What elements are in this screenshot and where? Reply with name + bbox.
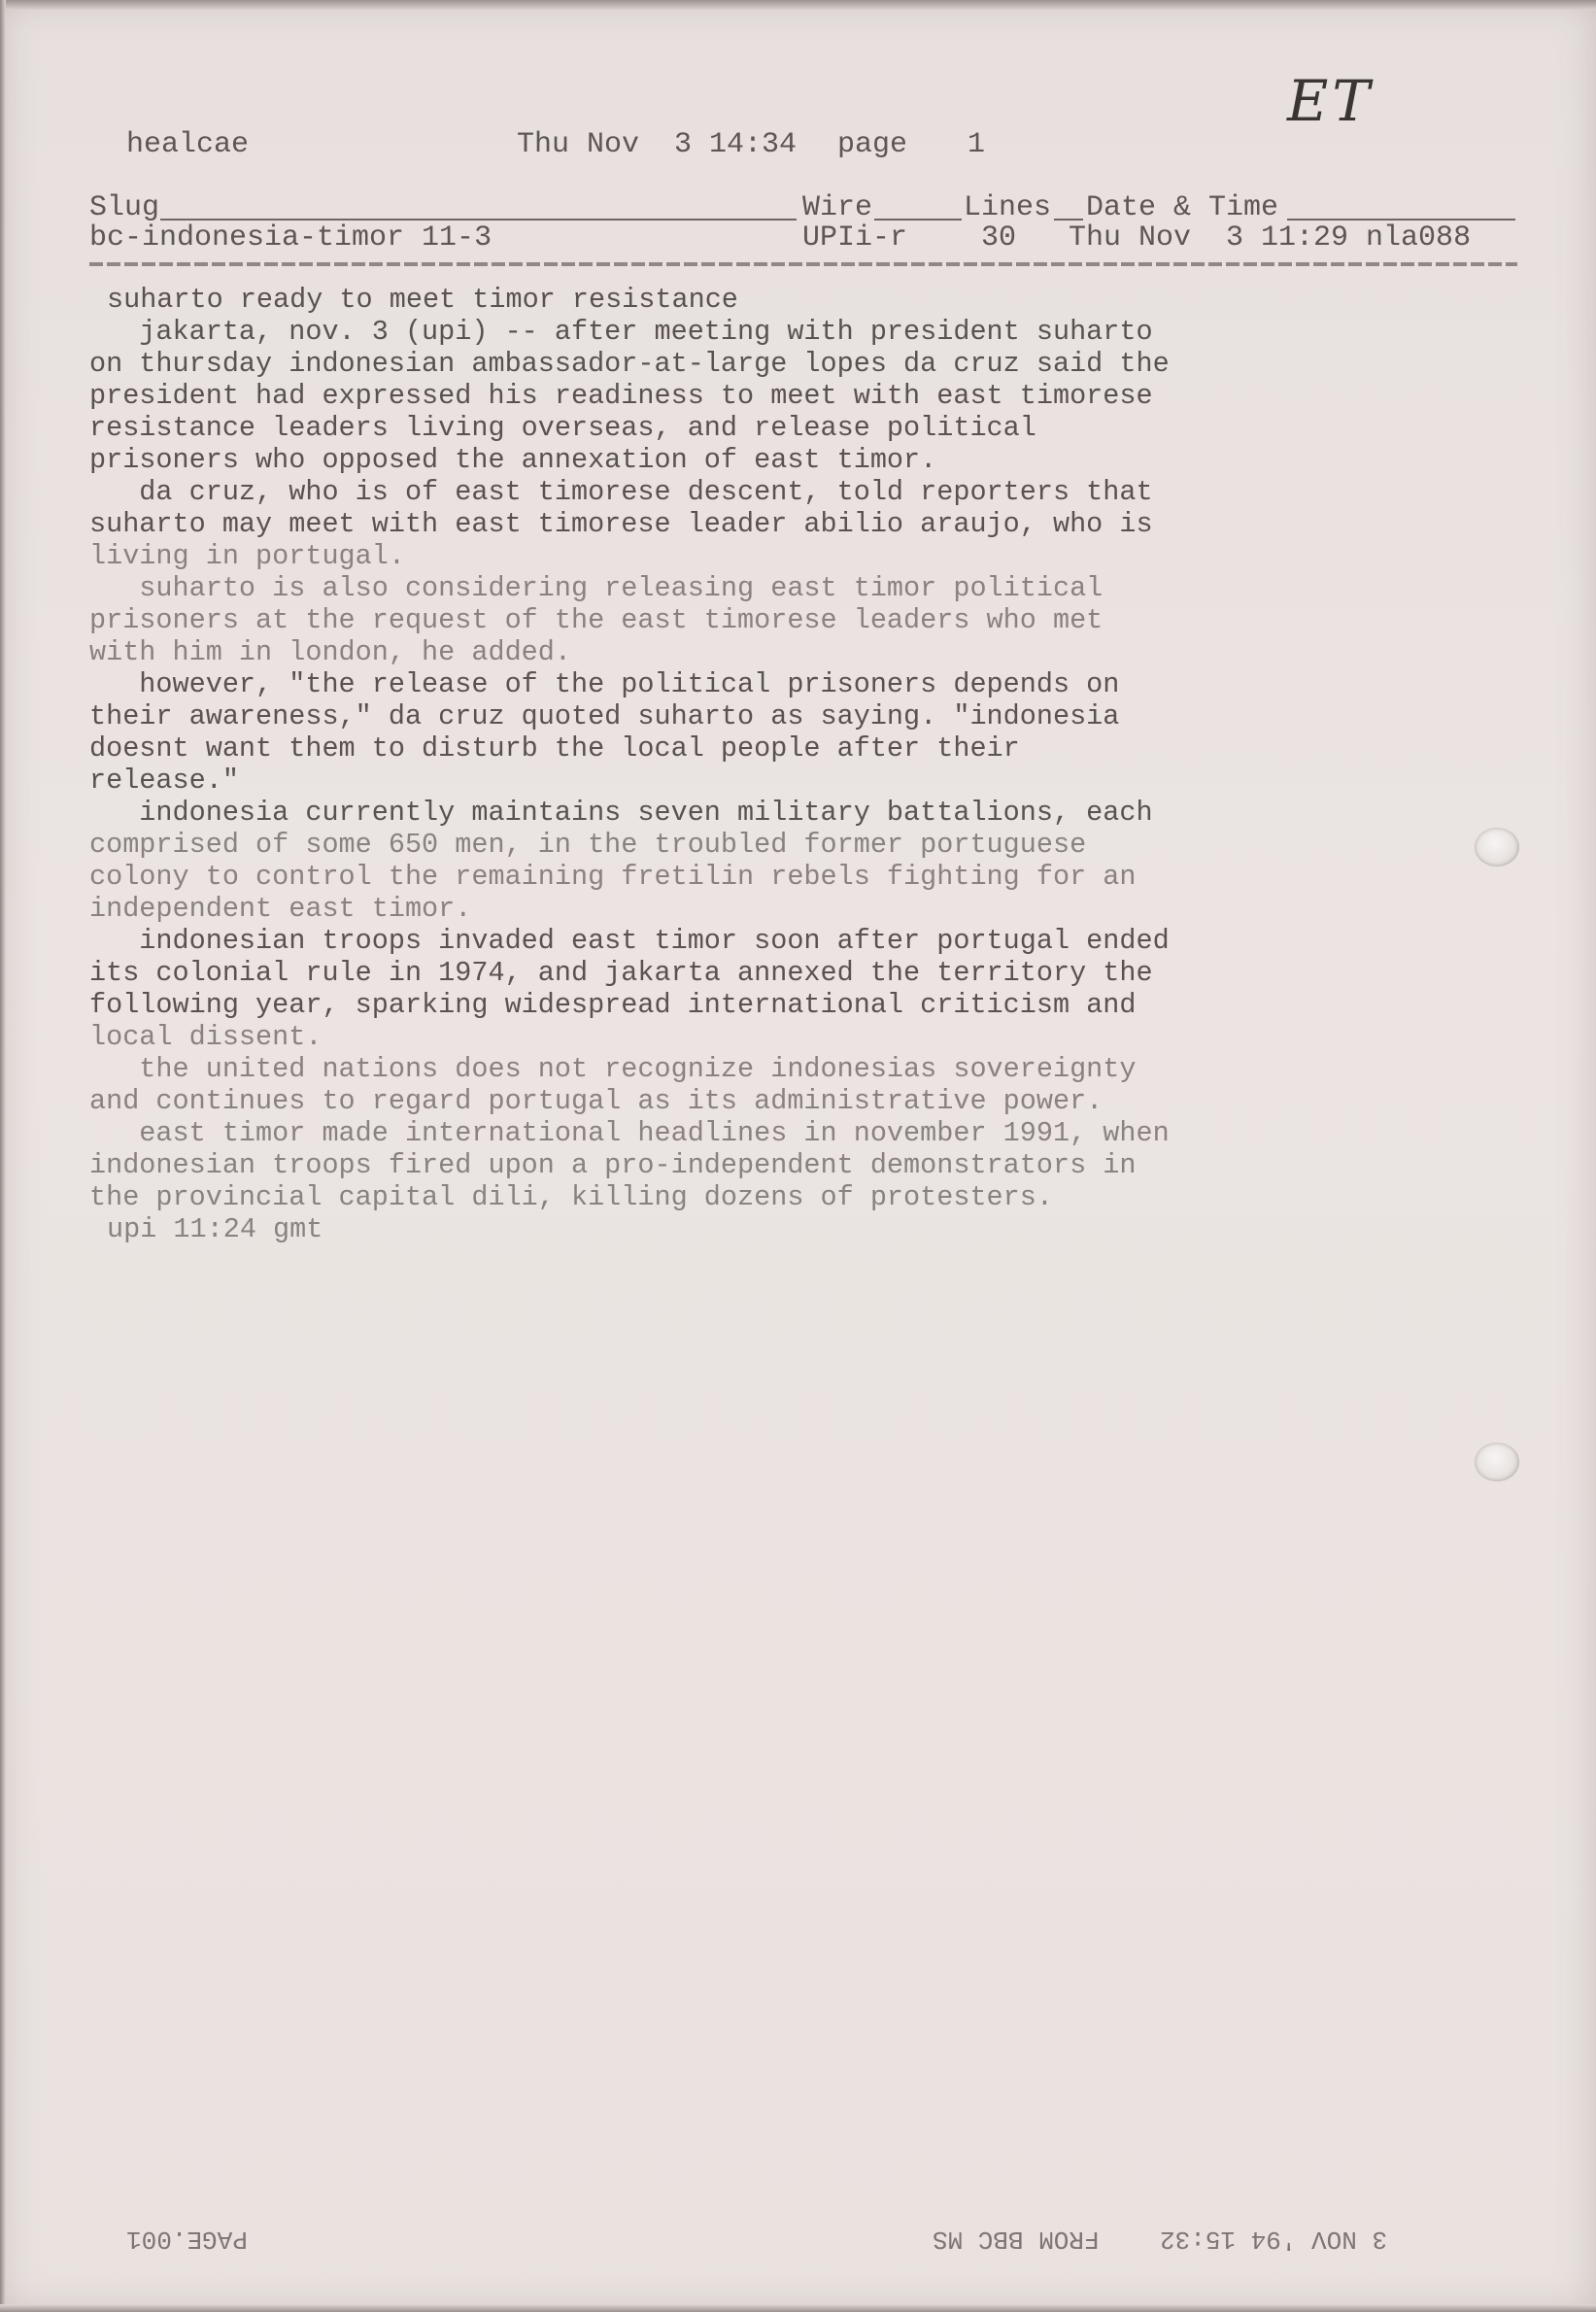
lines-value: 30 <box>981 221 1017 255</box>
story-line: indonesian troops fired upon a pro-independent demonstrators in <box>89 1149 1137 1181</box>
story-line: comprised of some 650 men, in the troubled former portuguese <box>89 829 1087 861</box>
story-line: the united nations does not recognize indonesias sovereignty <box>89 1053 1137 1085</box>
story-line: its colonial rule in 1974, and jakarta annexed the territory the <box>89 957 1153 989</box>
story-line: local dissent. <box>89 1021 323 1053</box>
story-line: the provincial capital dili, killing dozens of protesters. <box>89 1181 1053 1213</box>
story-line: suharto is also considering releasing east timor political <box>89 572 1104 604</box>
story-signoff: upi 11:24 gmt <box>107 1213 323 1245</box>
story-line: living in portugal. <box>89 540 405 572</box>
header-page-label: page <box>837 128 908 161</box>
slug-header: Slug <box>89 191 160 224</box>
story-lines <box>89 316 1304 1213</box>
story-line: however, "the release of the political prisoners depends on <box>89 668 1120 700</box>
story-line: with him in london, he added. <box>89 636 571 668</box>
story-line: their awareness," da cruz quoted suharto as saying. "indonesia <box>89 700 1120 732</box>
story-line: independent east timor. <box>89 893 472 925</box>
story-line: president had expressed his readiness to meet with east timorese <box>89 380 1153 412</box>
story-headline: suharto ready to meet timor resistance <box>107 284 738 316</box>
slug-underline <box>160 219 797 221</box>
separator-rule <box>89 262 1517 266</box>
fax-footer-page: PAGE.001 <box>126 2225 248 2254</box>
story-line: prisoners who opposed the annexation of east timor. <box>89 444 937 476</box>
wire-underline <box>874 219 962 221</box>
header-date-time: Thu Nov 3 14:34 <box>517 128 798 161</box>
punch-hole-lower <box>1475 1443 1519 1481</box>
story-line: resistance leaders living overseas, and release political <box>89 412 1036 444</box>
story-line: and continues to regard portugal as its administrative power. <box>89 1085 1104 1117</box>
story-line: suharto may meet with east timorese leader abilio araujo, who is <box>89 508 1153 540</box>
story-line: prisoners at the request of the east timorese leaders who met <box>89 604 1104 636</box>
story-line: doesnt want them to disturb the local people after their <box>89 732 1020 765</box>
story-line: on thursday indonesian ambassador-at-large lopes da cruz said the <box>89 348 1170 380</box>
lines-header: Lines <box>964 191 1052 224</box>
wire-value: UPIi-r <box>802 221 908 255</box>
header-user: healcae <box>126 128 250 161</box>
fax-footer-transmission: 3 NOV '94 15:32 FROM BBC MS <box>933 2225 1388 2254</box>
story-line: following year, sparking widespread international criticism and <box>89 989 1137 1021</box>
story-body <box>89 284 1304 1245</box>
header-page-number: 1 <box>968 128 986 161</box>
punch-hole-upper <box>1475 828 1519 867</box>
story-line: indonesian troops invaded east timor soon after portugal ended <box>89 925 1170 957</box>
left-edge <box>0 0 6 2312</box>
story-line: release." <box>89 765 239 797</box>
wire-header: Wire <box>802 191 873 224</box>
handwritten-mark: ET <box>1287 68 1375 134</box>
slug-value: bc-indonesia-timor 11-3 <box>89 221 492 255</box>
top-edge <box>0 0 1596 10</box>
story-line: jakarta, nov. 3 (upi) -- after meeting with president suharto <box>89 316 1153 348</box>
story-line: east timor made international headlines in november 1991, when <box>89 1117 1170 1149</box>
date-time-underline <box>1287 219 1515 221</box>
date-time-header: Date & Time <box>1086 191 1279 224</box>
story-line: colony to control the remaining fretilin rebels fighting for an <box>89 861 1137 893</box>
story-line: da cruz, who is of east timorese descent, told reporters that <box>89 476 1153 508</box>
bottom-edge <box>0 2304 1596 2312</box>
lines-underline <box>1054 219 1083 221</box>
story-line: indonesia currently maintains seven military battalions, each <box>89 797 1153 829</box>
date-time-value: Thu Nov 3 11:29 nla088 <box>1069 221 1472 255</box>
